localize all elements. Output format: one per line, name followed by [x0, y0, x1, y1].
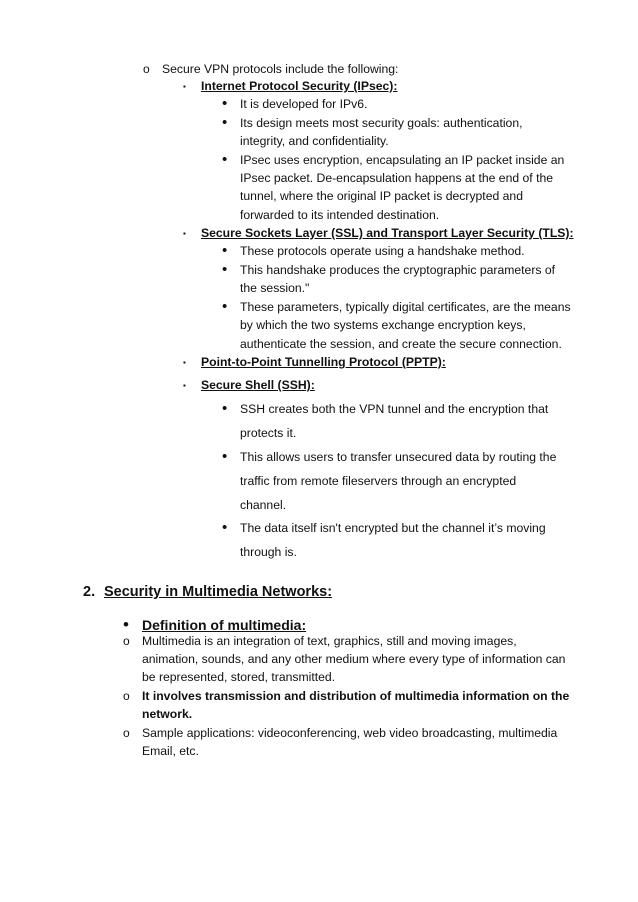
- bullet-dot: •: [123, 615, 129, 634]
- list-marker-circle: o: [123, 689, 130, 703]
- list-item-continued: protects it.: [240, 426, 297, 440]
- bullet-dot: •: [222, 261, 228, 278]
- list-marker-circle: o: [123, 634, 130, 648]
- list-item: Its design meets most security goals: authentication,: [240, 116, 523, 130]
- list-item: It involves transmission and distribution of multimedia information on the: [142, 689, 570, 703]
- section-title: Security in Multimedia Networks:: [104, 584, 333, 600]
- list-item: This allows users to transfer unsecured data by routing the: [240, 450, 557, 464]
- list-item-continued: forwarded to its intended destination.: [240, 208, 440, 222]
- list-item: This handshake produces the cryptographic parameters of: [240, 263, 556, 277]
- list-item: The data itself isn't encrypted but the channel it’s moving: [240, 521, 546, 535]
- vpn-intro: Secure VPN protocols include the following:: [162, 62, 399, 76]
- list-item-continued: Email, etc.: [142, 744, 199, 758]
- list-marker-square: ▪: [183, 358, 186, 367]
- protocol-title-ssh: Secure Shell (SSH):: [201, 378, 315, 392]
- list-item-continued: channel.: [240, 498, 287, 512]
- list-item-continued: tunnel, where the original IP packet is decrypted and: [240, 189, 523, 203]
- list-item-continued: be represented, stored, transmitted.: [142, 670, 336, 684]
- protocol-title-ssl-tls: Secure Sockets Layer (SSL) and Transport Layer Security (TLS):: [201, 226, 574, 240]
- list-marker-circle: o: [143, 62, 150, 76]
- list-item-continued: through is.: [240, 545, 297, 559]
- list-item-continued: IPsec packet. De-encapsulation happens at the end of the: [240, 171, 554, 185]
- bullet-dot: •: [222, 448, 228, 465]
- list-marker-square: ▪: [183, 229, 186, 238]
- list-item: Sample applications: videoconferencing, web video broadcasting, multimedia: [142, 726, 558, 740]
- list-item-continued: integrity, and confidentiality.: [240, 134, 389, 148]
- bullet-dot: •: [222, 298, 228, 315]
- list-marker-circle: o: [123, 726, 130, 740]
- bullet-dot: •: [222, 114, 228, 131]
- list-item: It is developed for IPv6.: [240, 97, 368, 111]
- list-item-continued: network.: [142, 707, 193, 721]
- list-item: IPsec uses encryption, encapsulating an IP packet inside an: [240, 153, 565, 167]
- list-marker-square: ▪: [183, 82, 186, 91]
- list-item-continued: by which the two systems exchange encryption keys,: [240, 318, 526, 332]
- list-item-continued: authenticate the session, and create the secure connection.: [240, 337, 562, 351]
- list-item: These parameters, typically digital certificates, are the means: [240, 300, 571, 314]
- list-item: SSH creates both the VPN tunnel and the encryption that: [240, 402, 549, 416]
- bullet-dot: •: [222, 151, 228, 168]
- list-item: Multimedia is an integration of text, graphics, still and moving images,: [142, 634, 517, 648]
- list-marker-square: ▪: [183, 381, 186, 390]
- list-item: These protocols operate using a handshake method.: [240, 244, 525, 258]
- bullet-dot: •: [222, 242, 228, 259]
- protocol-title-ipsec: Internet Protocol Security (IPsec):: [201, 79, 398, 93]
- section-number: 2.: [83, 584, 96, 600]
- list-item-continued: animation, sounds, and any other medium where every type of information can: [142, 652, 566, 666]
- protocol-title-pptp: Point-to-Point Tunnelling Protocol (PPTP):: [201, 355, 446, 369]
- list-item-continued: traffic from remote fileservers through an encrypted: [240, 474, 517, 488]
- list-item-continued: the session.": [240, 281, 310, 295]
- bullet-dot: •: [222, 400, 228, 417]
- subheading-definition: Definition of multimedia:: [142, 617, 307, 633]
- bullet-dot: •: [222, 519, 228, 536]
- bullet-dot: •: [222, 95, 228, 112]
